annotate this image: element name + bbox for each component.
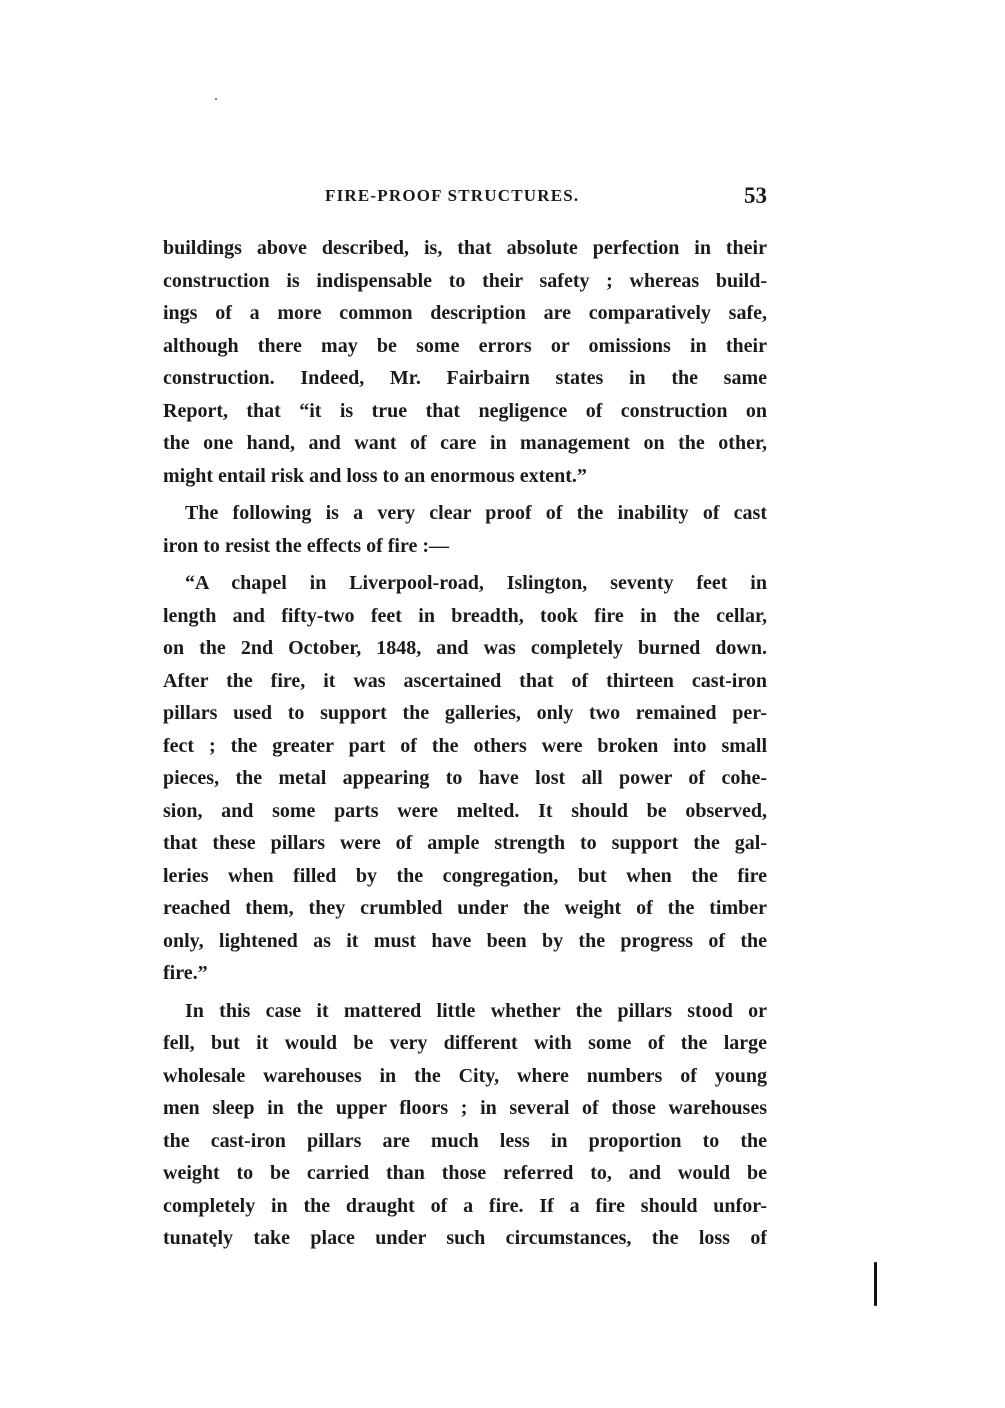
text-line: weight to be carried than those referred to, and would be [163, 1162, 767, 1184]
text-line: reached them, they crumbled under the weight of the timber [163, 897, 767, 919]
body-text [163, 232, 767, 1255]
text-line: buildings above described, is, that absolute perfection in their [163, 237, 767, 259]
text-line: only, lightened as it must have been by the progress of the [163, 929, 767, 952]
text-line: fell, but it would be very different with some of the large [163, 1032, 767, 1054]
text-line: length and fifty-two feet in breadth, took fire in the cellar, [163, 604, 767, 627]
text-line: pillars used to support the galleries, only two remained per- [163, 702, 767, 724]
text-line: men sleep in the upper floors ; in several of those warehouses [163, 1097, 767, 1119]
paragraph [163, 995, 767, 1255]
text-line: might entail risk and loss to an enormous extent.” [163, 464, 587, 487]
text-line: After the fire, it was ascertained that of thirteen cast-iron [163, 669, 767, 692]
text-line: fect ; the greater part of the others were broken into small [163, 734, 767, 757]
text-line: Report, that “it is true that negligence of construction on [163, 399, 767, 422]
running-title: FIRE-PROOF STRUCTURES. [325, 186, 580, 205]
text-line: the one hand, and want of care in management on the other, [163, 432, 767, 454]
scan-speck [215, 98, 217, 100]
text-line: In this case it mattered little whether the pillars stood or [185, 999, 767, 1022]
text-line: wholesale warehouses in the City, where numbers of young [163, 1064, 767, 1087]
paragraph [163, 232, 767, 492]
text-line: the cast-iron pillars are much less in proportion to the [163, 1129, 767, 1152]
text-line: leries when filled by the congregation, but when the fire [163, 864, 767, 887]
text-line: construction is indispensable to their safety ; whereas build- [163, 269, 767, 292]
text-line: on the 2nd October, 1848, and was completely burned down. [163, 637, 767, 659]
text-line: construction. Indeed, Mr. Fairbairn states in the same [163, 367, 767, 389]
page-number: 53 [744, 183, 767, 208]
text-line: although there may be some errors or omissions in their [163, 334, 767, 357]
margin-ink-mark [874, 1262, 877, 1306]
text-line: The following is a very clear proof of the inability of cast [185, 502, 767, 524]
text-line: tunately take place under such circumstances, the loss of [163, 1227, 767, 1249]
page-header [163, 183, 767, 216]
paragraph [163, 497, 767, 562]
text-line: pieces, the metal appearing to have lost all power of cohe- [163, 767, 767, 789]
text-line: sion, and some parts were melted. It should be observed, [163, 799, 767, 822]
block-quote [163, 567, 767, 990]
text-line: that these pillars were of ample strength to support the gal- [163, 832, 767, 854]
text-line: completely in the draught of a fire. If a fire should unfor- [163, 1194, 767, 1217]
text-line: ings of a more common description are comparatively safe, [163, 302, 767, 324]
text-line: iron to resist the effects of fire :— [163, 534, 450, 557]
text-line: “A chapel in Liverpool-road, Islington, seventy feet in [185, 572, 767, 594]
text-line: fire.” [163, 962, 208, 984]
